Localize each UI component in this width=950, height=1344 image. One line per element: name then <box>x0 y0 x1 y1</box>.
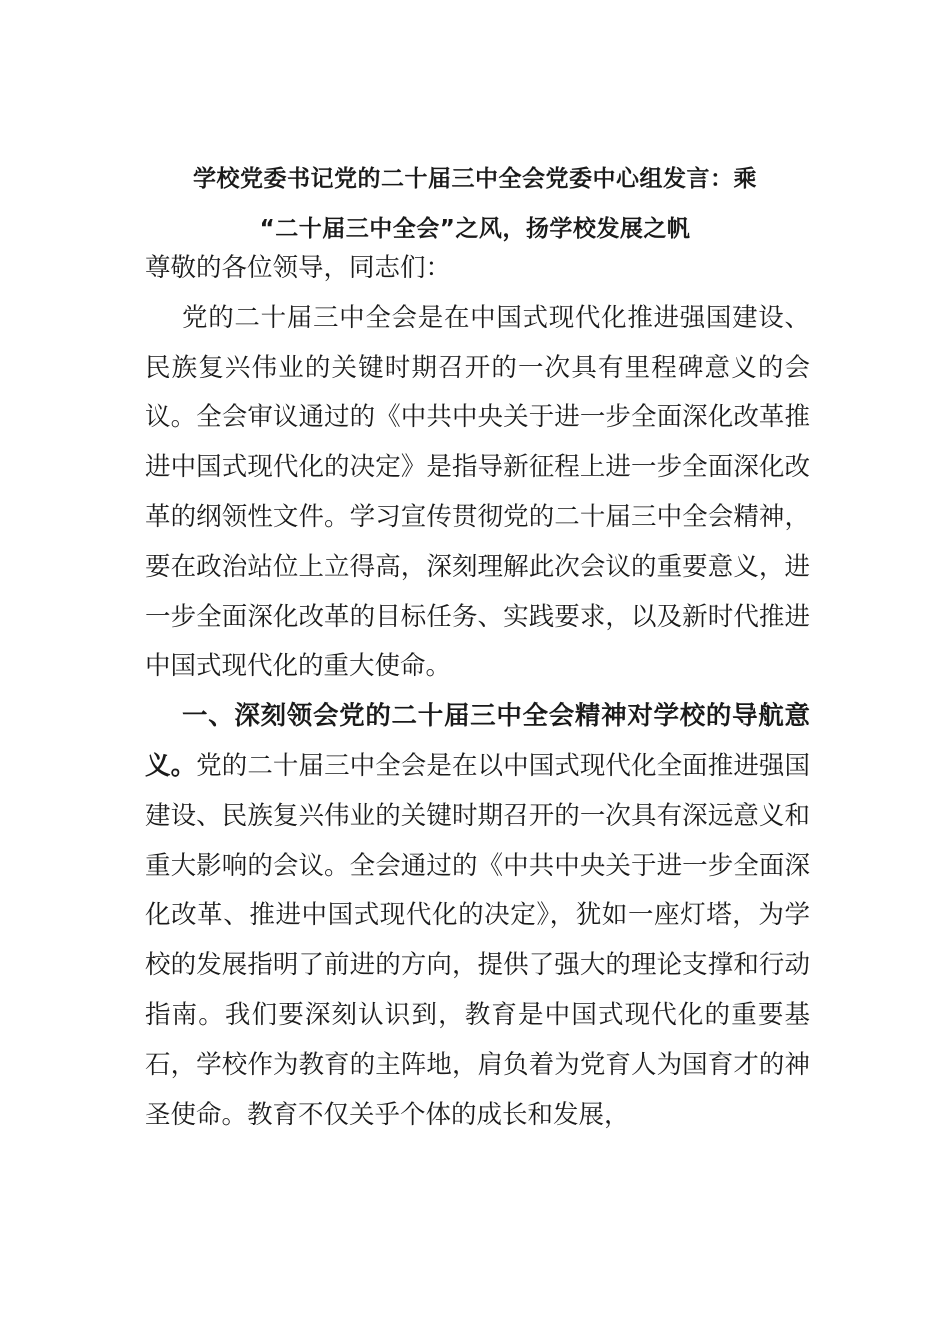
paragraph-section-1 <box>145 692 810 1140</box>
salutation: 尊敬的各位领导，同志们： <box>145 253 452 283</box>
section-1-heading: 一、深刻领会党的二十届三中全会精神对学校的导航意义。 <box>145 701 810 781</box>
document-title-line-1: 学校党委书记党的二十届三中全会党委中心组发言：乘 <box>193 166 757 192</box>
section-1-text: 党的二十届三中全会是在以中国式现代化全面推进强国建设、民族复兴伟业的关键时期召开的一次具有深远意义和重大影响的会议。全会通过的《中共中央关于进一步全面深化改革、推进中国式现代化的决定》，犹如一座灯塔，为学校的发展指明了前进的方向，提供了强大的理论支撑和行动指南。我们要深刻认识到，教育是中国式现代化的重要基石，学校作为教育的主阵地，肩负着为党育人为国育才的神圣使命。教育不仅关乎个体的成长和发展， <box>145 750 810 1130</box>
paragraph-intro: 党的二十届三中全会是在中国式现代化推进强国建设、民族复兴伟业的关键时期召开的一次具有里程碑意义的会议。全会审议通过的《中共中央关于进一步全面深化改革推进中国式现代化的决定》是指导新征程上进一步全面深化改革的纲领性文件。学习宣传贯彻党的二十届三中全会精神，要在政治站位上立得高，深刻理解此次会议的重要意义，进一步全面深化改革的目标任务、实践要求，以及新时代推进中国式现代化的重大使命。 <box>145 302 810 682</box>
document-body <box>145 244 810 1140</box>
document-title-line-2: “二十届三中全会”之风，扬学校发展之帆 <box>259 216 691 242</box>
